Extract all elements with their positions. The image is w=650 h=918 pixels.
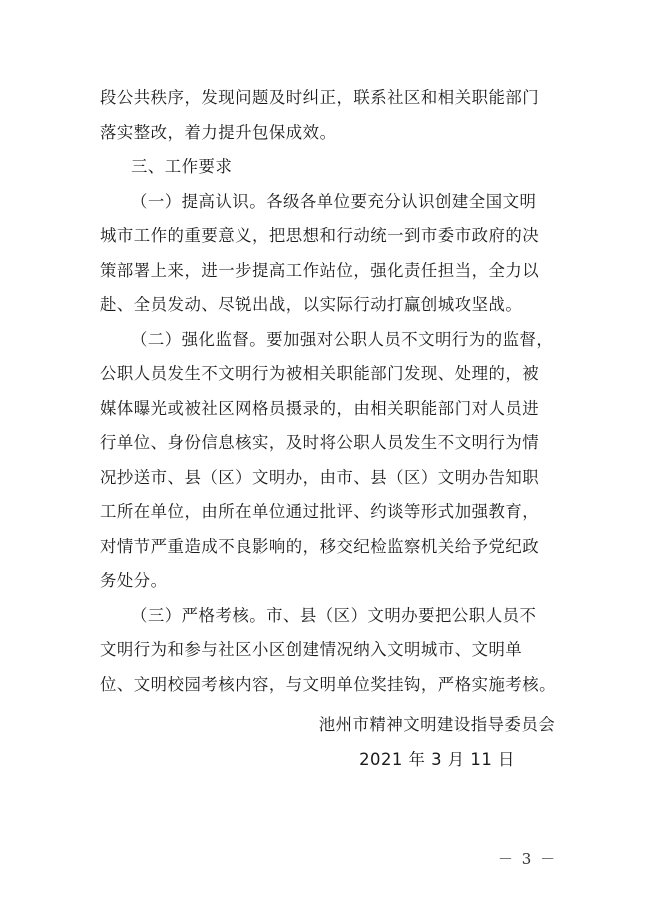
text-line: （三）严格考核。市、县（区）文明办要把公职人员不 bbox=[131, 605, 537, 625]
text-line: 工所在单位，由所在单位通过批评、约谈等形式加强教育， bbox=[100, 502, 540, 521]
body-text bbox=[100, 81, 570, 702]
text-line: 公职人员发生不文明行为被相关职能部门发现、处理的，被 bbox=[100, 364, 540, 383]
signature-block bbox=[312, 708, 562, 777]
text-line: 赴、全员发动、尽锐出战，以实际行动打赢创城攻坚战。 bbox=[100, 295, 523, 314]
text-line: 段公共秩序，发现问题及时纠正，联系社区和相关职能部门 bbox=[100, 88, 540, 107]
text-line: （二）强化监督。要加强对公职人员不文明行为的监督， bbox=[131, 329, 554, 349]
text-line: 三、工作要求 bbox=[131, 157, 233, 176]
text-line: 对情节严重造成不良影响的，移交纪检监察机关给予党纪政 bbox=[100, 536, 540, 556]
text-line: （一）提高认识。各级各单位要充分认识创建全国文明 bbox=[131, 191, 537, 211]
text-line: 城市工作的重要意义，把思想和行动统一到市委市政府的决 bbox=[100, 226, 540, 245]
page-number: － 3 － bbox=[498, 850, 558, 868]
signature-date: 2021 年 3 月 11 日 bbox=[359, 749, 515, 769]
text-line: 策部署上来，进一步提高工作站位，强化责任担当，全力以 bbox=[100, 260, 540, 280]
text-line: 务处分。 bbox=[100, 571, 168, 590]
text-line: 位、文明校园考核内容，与文明单位奖挂钩，严格实施考核。 bbox=[100, 674, 557, 694]
text-line: 文明行为和参与社区小区创建情况纳入文明城市、文明单 bbox=[100, 640, 523, 659]
signature-org: 池州市精神文明建设指导委员会 bbox=[318, 715, 556, 734]
text-line: 媒体曝光或被社区网格员摄录的，由相关职能部门对人员进 bbox=[100, 398, 540, 418]
text-line: 况抄送市、县（区）文明办，由市、县（区）文明办告知职 bbox=[100, 467, 540, 487]
text-line: 落实整改，着力提升包保成效。 bbox=[100, 122, 337, 142]
text-line: 行单位、身份信息核实，及时将公职人员发生不文明行为情 bbox=[100, 433, 540, 452]
